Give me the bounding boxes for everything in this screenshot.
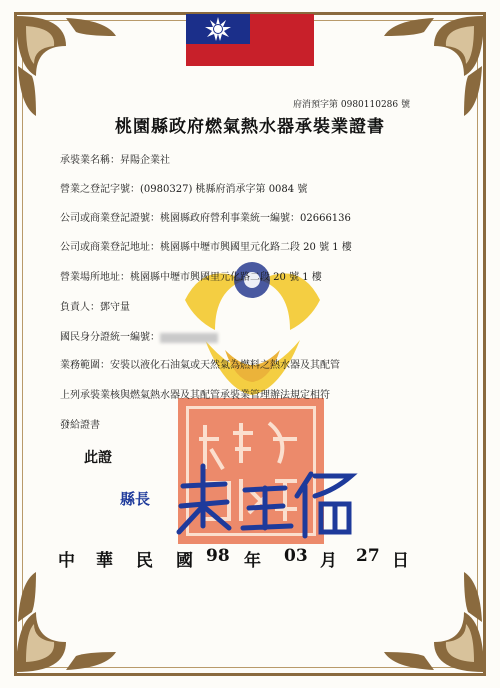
- reference-number: 府消預字第 0980110286 號: [293, 100, 410, 110]
- field-label: 營業之登記字號：: [60, 184, 140, 195]
- date-char: 月: [320, 551, 337, 571]
- field-label: 承裝業名稱：: [60, 155, 120, 166]
- field-label: 公司或商業登記地址：: [60, 242, 160, 253]
- certificate-title: 桃園縣政府燃氣熱水器承裝業證書: [115, 117, 385, 137]
- business-scope-line-2: 上列承裝業核與燃氣熱水器及其配管承裝業管理辦法規定相符: [60, 390, 330, 401]
- field-business-address: [60, 268, 322, 283]
- flag-canton: [186, 14, 250, 44]
- field-responsible-person: [60, 298, 130, 313]
- magistrate-signature: [165, 456, 365, 546]
- date-day: 27: [356, 546, 380, 566]
- national-flag-icon: [186, 14, 314, 66]
- field-value: 鄧守量: [100, 302, 130, 313]
- business-scope-line-1: [60, 356, 340, 371]
- date-char: 中: [58, 551, 75, 571]
- sun-emblem-icon: [186, 14, 250, 44]
- date-char: 民: [136, 551, 153, 571]
- date-char: 華: [96, 551, 113, 571]
- field-label: 負責人：: [60, 302, 100, 313]
- date-year: 98: [206, 546, 230, 566]
- business-scope-text: 安裝以液化石油氣或天然氣為燃料之熱水器及其配管: [110, 360, 340, 371]
- field-value: 桃園縣政府營利事業統一編號：02666136: [160, 213, 351, 224]
- date-char: 國: [176, 551, 193, 571]
- field-label: 公司或商業登記證號：: [60, 213, 160, 224]
- date-char: 日: [392, 551, 409, 571]
- date-month: 03: [284, 546, 308, 566]
- redacted-id-value: [160, 333, 218, 343]
- field-value: (0980327) 桃縣府消承字第 0084 號: [140, 184, 308, 195]
- field-company-registration-id: [60, 209, 351, 224]
- field-value: 桃園縣中壢市興國里元化路二段 20 號 1 樓: [160, 242, 352, 253]
- field-label: 營業場所地址：: [60, 272, 130, 283]
- field-company-address: [60, 238, 352, 253]
- corner-ornament-bottom-left: [6, 562, 126, 682]
- business-scope-label: 業務範圍：: [60, 360, 110, 371]
- business-scope-line-3: 發給證書: [60, 420, 100, 431]
- corner-ornament-top-left: [6, 6, 126, 126]
- magistrate-title: 縣長: [120, 490, 151, 508]
- certification-text: 此證: [84, 450, 112, 466]
- field-value: 桃園縣中壢市興國里元化路二段 20 號 1 樓: [130, 272, 322, 283]
- date-char: 年: [244, 551, 261, 571]
- phoenix-emblem-icon: [175, 240, 330, 400]
- field-national-id: [60, 328, 218, 343]
- field-label: 國民身分證統一編號：: [60, 332, 160, 343]
- field-registration-number: [60, 180, 307, 195]
- field-value: 昇陽企業社: [120, 155, 170, 166]
- field-business-name: [60, 151, 170, 166]
- corner-ornament-bottom-right: [374, 562, 494, 682]
